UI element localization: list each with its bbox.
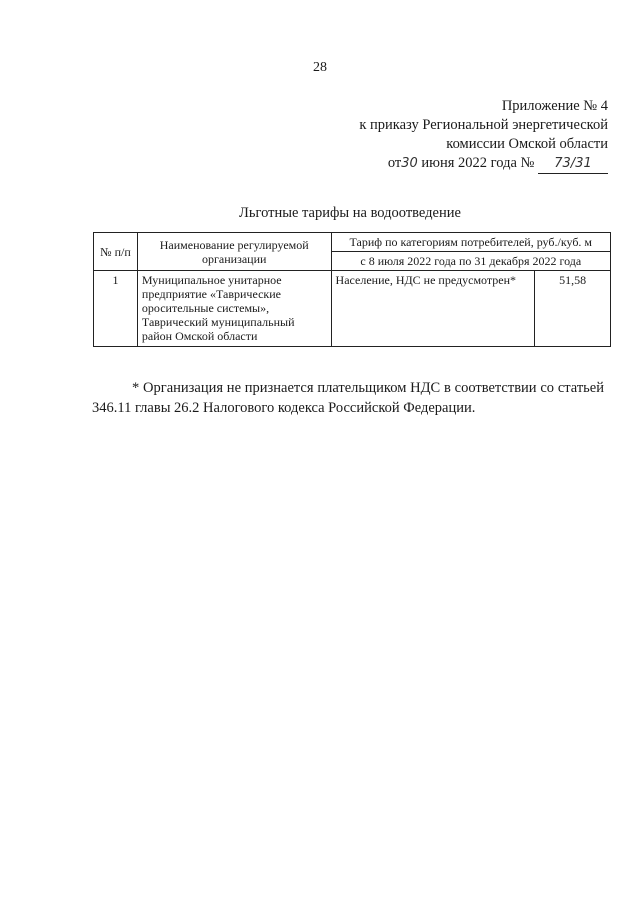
date-middle: июня 2022 года № xyxy=(421,155,535,171)
appendix-line-1: Приложение № 4 xyxy=(501,98,608,114)
appendix-line-3: комиссии Омской области xyxy=(446,136,608,152)
tariff-table xyxy=(93,232,611,347)
row-value: 51,58 xyxy=(535,271,611,347)
handwritten-order-number: 73/31 xyxy=(538,154,608,174)
appendix-header xyxy=(308,97,608,174)
date-prefix: от xyxy=(387,155,402,171)
table-row xyxy=(94,271,611,347)
page-number: 28 xyxy=(313,60,327,75)
appendix-date-line xyxy=(308,154,608,174)
document-title: Льготные тарифы на водоотведение xyxy=(239,205,461,221)
header-tariff: Тариф по категориям потребителей, руб./куб. м xyxy=(331,233,610,252)
row-num: 1 xyxy=(94,271,138,347)
footnote: * Организация не признается плательщиком НДС в соответствии со статьей 346.11 главы 26.2 Налогового кодекса Российской Федерации. xyxy=(92,380,604,416)
row-org: Муниципальное унитарное предприятие «Таврические оросительные системы», Таврический муниципальный район Омской области xyxy=(137,271,331,347)
row-category: Население, НДС не предусмотрен* xyxy=(331,271,535,347)
appendix-line-2: к приказу Региональной энергетической xyxy=(359,117,608,133)
header-period: с 8 июля 2022 года по 31 декабря 2022 года xyxy=(331,252,610,271)
handwritten-day: 30 xyxy=(401,156,418,171)
header-num: № п/п xyxy=(94,233,138,271)
header-org: Наименование регулируемой организации xyxy=(137,233,331,271)
